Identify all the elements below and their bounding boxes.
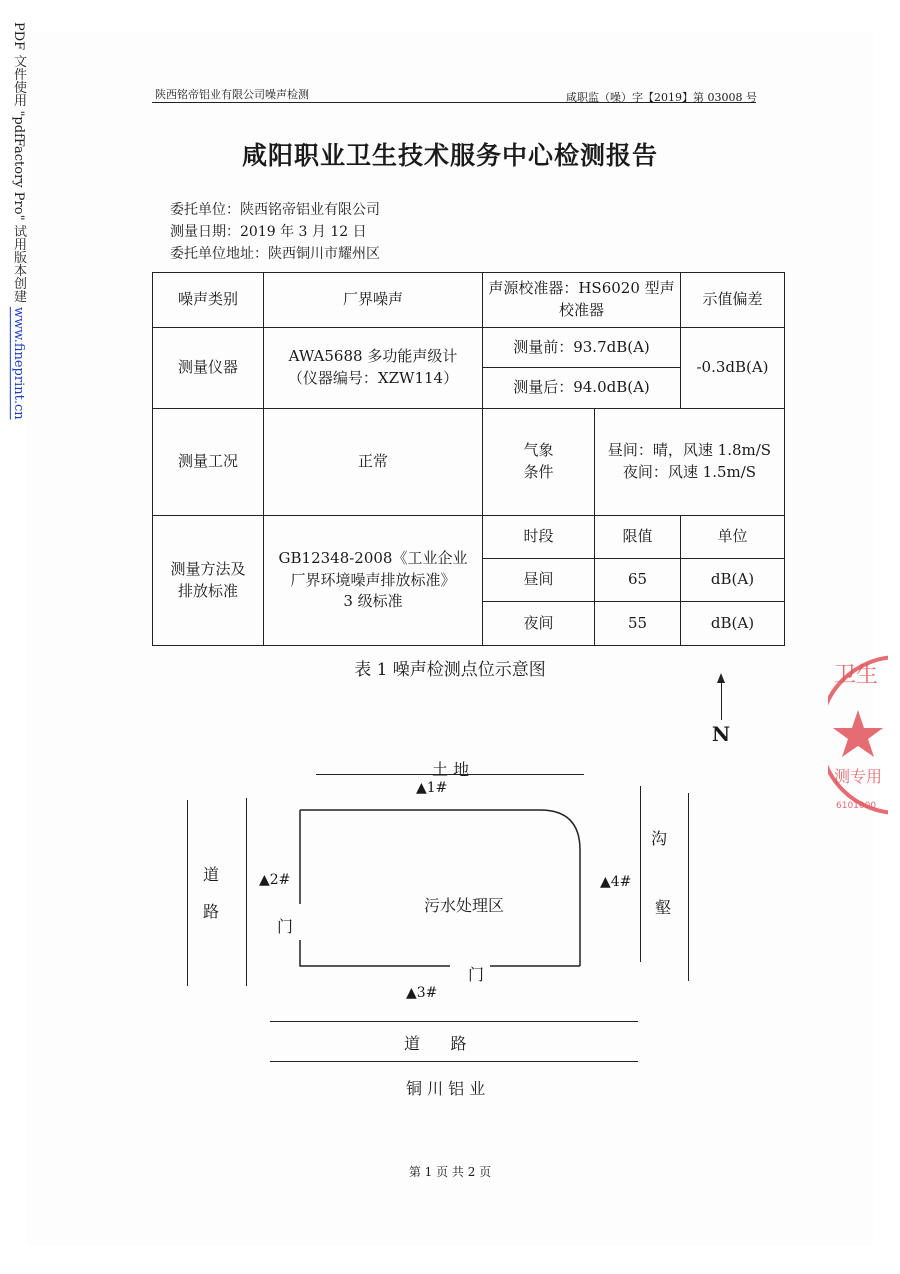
weather-label-line1: 气象 [523, 441, 554, 460]
method-value-line3: 3 级标准 [343, 592, 403, 611]
deviation-label: 示值偏差 [681, 273, 785, 328]
weather-day: 昼间：晴，风速 1.8m/S [607, 441, 772, 460]
method-value-line2: 厂界环境噪声排放标准》 [290, 570, 456, 589]
header-right: 咸职监（噪）字【2019】第 03008 号 [566, 91, 757, 104]
north-label: N [711, 722, 731, 746]
seal-graphic [828, 650, 888, 820]
method-label [153, 516, 264, 646]
svg-text:6101000: 6101000 [836, 801, 877, 811]
bottom-road-line-top [270, 1021, 638, 1022]
night-unit: dB(A) [681, 602, 785, 646]
report-title: 咸阳职业卫生技术服务中心检测报告 [241, 141, 658, 170]
method-value [264, 516, 483, 646]
instrument-value [264, 328, 483, 409]
west-gate-label: 门 [277, 917, 294, 936]
watermark-text: PDF 文件使用 "pdfFactory Pro" 试用版本创建 [11, 22, 26, 303]
point-4: ▲4# [600, 874, 632, 890]
instrument-label: 测量仪器 [153, 328, 264, 409]
svg-text:测专用: 测专用 [834, 767, 883, 786]
day-unit: dB(A) [681, 559, 785, 602]
calibration-after: 测量后：94.0dB(A) [483, 368, 681, 409]
night-period: 夜间 [483, 602, 595, 646]
north-arrow [709, 672, 733, 746]
method-label-line2: 排放标准 [177, 581, 238, 600]
right-ditch-char-2: 壑 [655, 898, 672, 917]
svg-text:卫生: 卫生 [834, 663, 879, 688]
report-table [152, 272, 785, 646]
top-boundary-line [316, 774, 584, 775]
treatment-area-label: 污水处理区 [424, 896, 505, 915]
point-3: ▲3# [406, 985, 438, 1001]
official-seal [828, 650, 888, 820]
deviation-value: -0.3dB(A) [681, 328, 785, 409]
method-value-line1: GB12348-2008《工业企业 [278, 548, 468, 567]
left-road-char-1: 道 [203, 865, 220, 884]
date-info: 测量日期：2019 年 3 月 12 日 [170, 224, 367, 240]
weather-night: 夜间：风速 1.5m/S [622, 463, 757, 481]
watermark-link[interactable]: www.fineprint.cn [11, 306, 26, 420]
condition-label: 测量工况 [153, 409, 264, 516]
header-left: 陕西铭帝铝业有限公司噪声检测 [155, 88, 309, 101]
pdf-watermark [8, 22, 28, 420]
weather-label-line2: 条件 [523, 463, 554, 481]
col-period-header: 时段 [483, 516, 595, 559]
weather-label [483, 409, 595, 516]
col-unit-header: 单位 [681, 516, 785, 559]
diagram-caption: 表 1 噪声检测点位示意图 [354, 660, 546, 680]
left-road-line-outer [187, 800, 188, 986]
address-info: 委托单位地址：陕西铜川市耀州区 [170, 246, 380, 262]
tongchuan-aluminum-label: 铜 川 铝 业 [406, 1079, 486, 1098]
north-arrow-icon [721, 682, 722, 720]
point-1: ▲1# [416, 780, 448, 796]
day-period: 昼间 [483, 559, 595, 602]
calibrator-info: 声源校准器：HS6020 型声校准器 [483, 273, 681, 328]
header-rule [152, 102, 756, 103]
calibration-before: 测量前：93.7dB(A) [483, 328, 681, 368]
day-limit: 65 [595, 559, 681, 602]
instrument-id: （仪器编号：XZW114） [287, 369, 459, 387]
right-ditch-char-1: 沟 [651, 829, 668, 848]
left-road-line-inner [246, 798, 247, 986]
point-2: ▲2# [259, 872, 291, 888]
south-gate-label: 门 [468, 965, 485, 984]
col-limit-header: 限值 [595, 516, 681, 559]
client-info: 委托单位：陕西铭帝铝业有限公司 [170, 202, 380, 218]
page-footer: 第 1 页 共 2 页 [408, 1165, 492, 1179]
right-ditch-line-inner [640, 786, 641, 962]
noise-type-label: 噪声类别 [153, 273, 264, 328]
condition-value: 正常 [264, 409, 483, 516]
noise-type-value: 厂界噪声 [264, 273, 483, 328]
top-land-label: 土 地 [432, 760, 470, 779]
left-road-char-2: 路 [203, 902, 220, 921]
right-ditch-line-outer [688, 793, 689, 981]
bottom-road-line-bottom [270, 1061, 638, 1062]
instrument-model: AWA5688 多功能声级计 [288, 347, 458, 366]
treatment-area-outline [290, 800, 600, 975]
weather-value [595, 409, 785, 516]
bottom-road-label: 道 路 [404, 1034, 467, 1053]
method-label-line1: 测量方法及 [170, 559, 246, 578]
night-limit: 55 [595, 602, 681, 646]
